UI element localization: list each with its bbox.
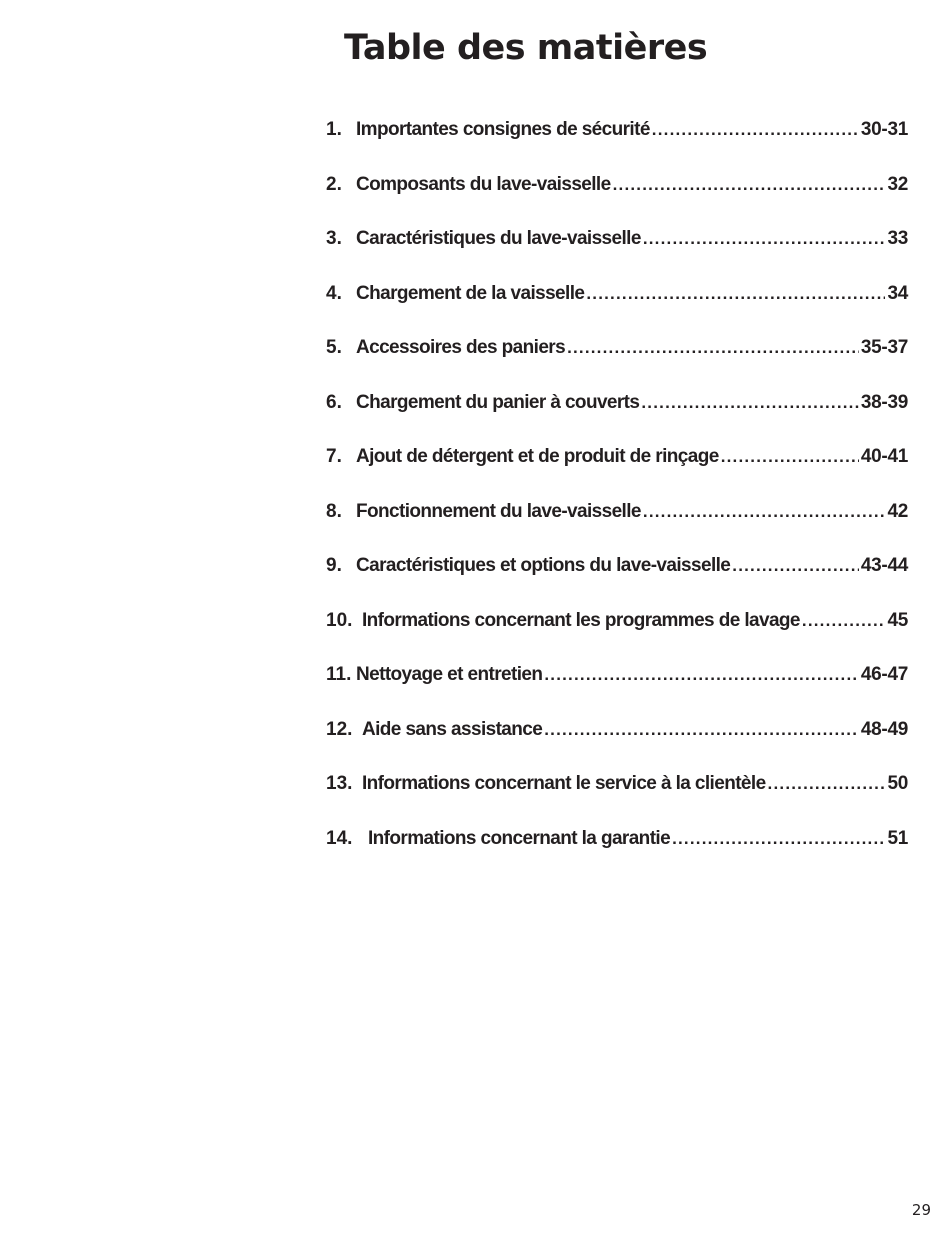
dot-leader <box>567 338 859 358</box>
toc-entry-number: 13. <box>326 773 353 794</box>
toc-entry-label: Caractéristiques du lave-vaisselle <box>356 228 641 249</box>
toc-entry[interactable] <box>326 283 908 338</box>
toc-entry-number: 10. <box>326 609 353 631</box>
toc-entry-label: Aide sans assistance <box>362 718 543 740</box>
toc-entry[interactable] <box>326 392 908 447</box>
dot-leader <box>802 611 886 631</box>
toc-entry-label: Nettoyage et entretien <box>356 664 543 685</box>
toc-entry[interactable] <box>326 664 908 719</box>
dot-leader <box>586 284 885 304</box>
dot-leader <box>652 120 859 140</box>
toc-entry-pages: 30-31 <box>860 119 908 140</box>
toc-entry-number: 3. <box>326 228 342 249</box>
toc-entry-pages: 42 <box>887 500 908 522</box>
dot-leader <box>613 175 886 195</box>
toc-entry[interactable] <box>326 828 908 883</box>
toc-entry-pages: 38-39 <box>860 391 908 413</box>
toc-entry-number: 12. <box>326 718 353 740</box>
toc-entry-number: 1. <box>326 119 342 140</box>
toc-entry-label: Informations concernant la garantie <box>368 827 671 849</box>
toc-entry-number: 2. <box>326 173 342 195</box>
toc-entry-label: Importantes consignes de sécurité <box>356 119 650 140</box>
toc-entry-label: Chargement de la vaisselle <box>356 282 585 304</box>
toc-entry-label: Fonctionnement du lave-vaisselle <box>356 500 641 522</box>
table-of-contents <box>326 119 908 882</box>
toc-entry-label: Chargement du panier à couverts <box>356 391 640 413</box>
toc-entry[interactable] <box>326 610 908 665</box>
toc-entry[interactable] <box>326 174 908 229</box>
toc-entry[interactable] <box>326 337 908 392</box>
dot-leader <box>544 720 859 740</box>
toc-entry[interactable] <box>326 501 908 556</box>
toc-entry-label: Composants du lave-vaisselle <box>356 173 611 195</box>
toc-entry-number: 9. <box>326 555 342 576</box>
toc-entry[interactable] <box>326 228 908 283</box>
toc-entry-number: 5. <box>326 337 342 358</box>
toc-entry-label: Accessoires des paniers <box>356 337 566 358</box>
toc-entry-number: 7. <box>326 446 342 467</box>
dot-leader <box>643 502 886 522</box>
toc-entry-pages: 50 <box>887 773 908 794</box>
toc-entry[interactable] <box>326 719 908 774</box>
toc-entry-number: 11. <box>326 664 352 685</box>
dot-leader <box>643 229 886 249</box>
dot-leader <box>732 556 859 576</box>
toc-entry-pages: 46-47 <box>860 664 908 685</box>
toc-entry-pages: 32 <box>887 173 908 195</box>
toc-entry[interactable] <box>326 773 908 828</box>
toc-entry-number: 8. <box>326 500 342 522</box>
toc-entry-number: 14. <box>326 827 353 849</box>
toc-entry-number: 4. <box>326 282 342 304</box>
toc-entry-pages: 35-37 <box>860 337 908 358</box>
toc-entry-label: Informations concernant le service à la clientèle <box>362 773 766 794</box>
toc-entry-pages: 48-49 <box>860 718 908 740</box>
dot-leader <box>768 774 886 794</box>
toc-entry-number: 6. <box>326 391 342 413</box>
toc-entry[interactable] <box>326 119 908 174</box>
page-number: 29 <box>911 1201 931 1219</box>
toc-entry-pages: 34 <box>887 282 908 304</box>
dot-leader <box>721 447 859 467</box>
toc-entry-pages: 51 <box>887 827 908 849</box>
dot-leader <box>641 393 859 413</box>
dot-leader <box>544 665 859 685</box>
toc-entry-pages: 45 <box>887 609 908 631</box>
toc-entry-pages: 33 <box>887 228 908 249</box>
toc-entry-label: Ajout de détergent et de produit de rinçage <box>356 446 719 467</box>
toc-entry[interactable] <box>326 446 908 501</box>
dot-leader <box>672 829 885 849</box>
page-title: Table des matières <box>344 28 708 68</box>
toc-entry-pages: 43-44 <box>860 555 908 576</box>
toc-entry-label: Informations concernant les programmes de lavage <box>362 609 800 631</box>
toc-entry-label: Caractéristiques et options du lave-vaisselle <box>356 555 731 576</box>
toc-entry[interactable] <box>326 555 908 610</box>
toc-entry-pages: 40-41 <box>860 446 908 467</box>
